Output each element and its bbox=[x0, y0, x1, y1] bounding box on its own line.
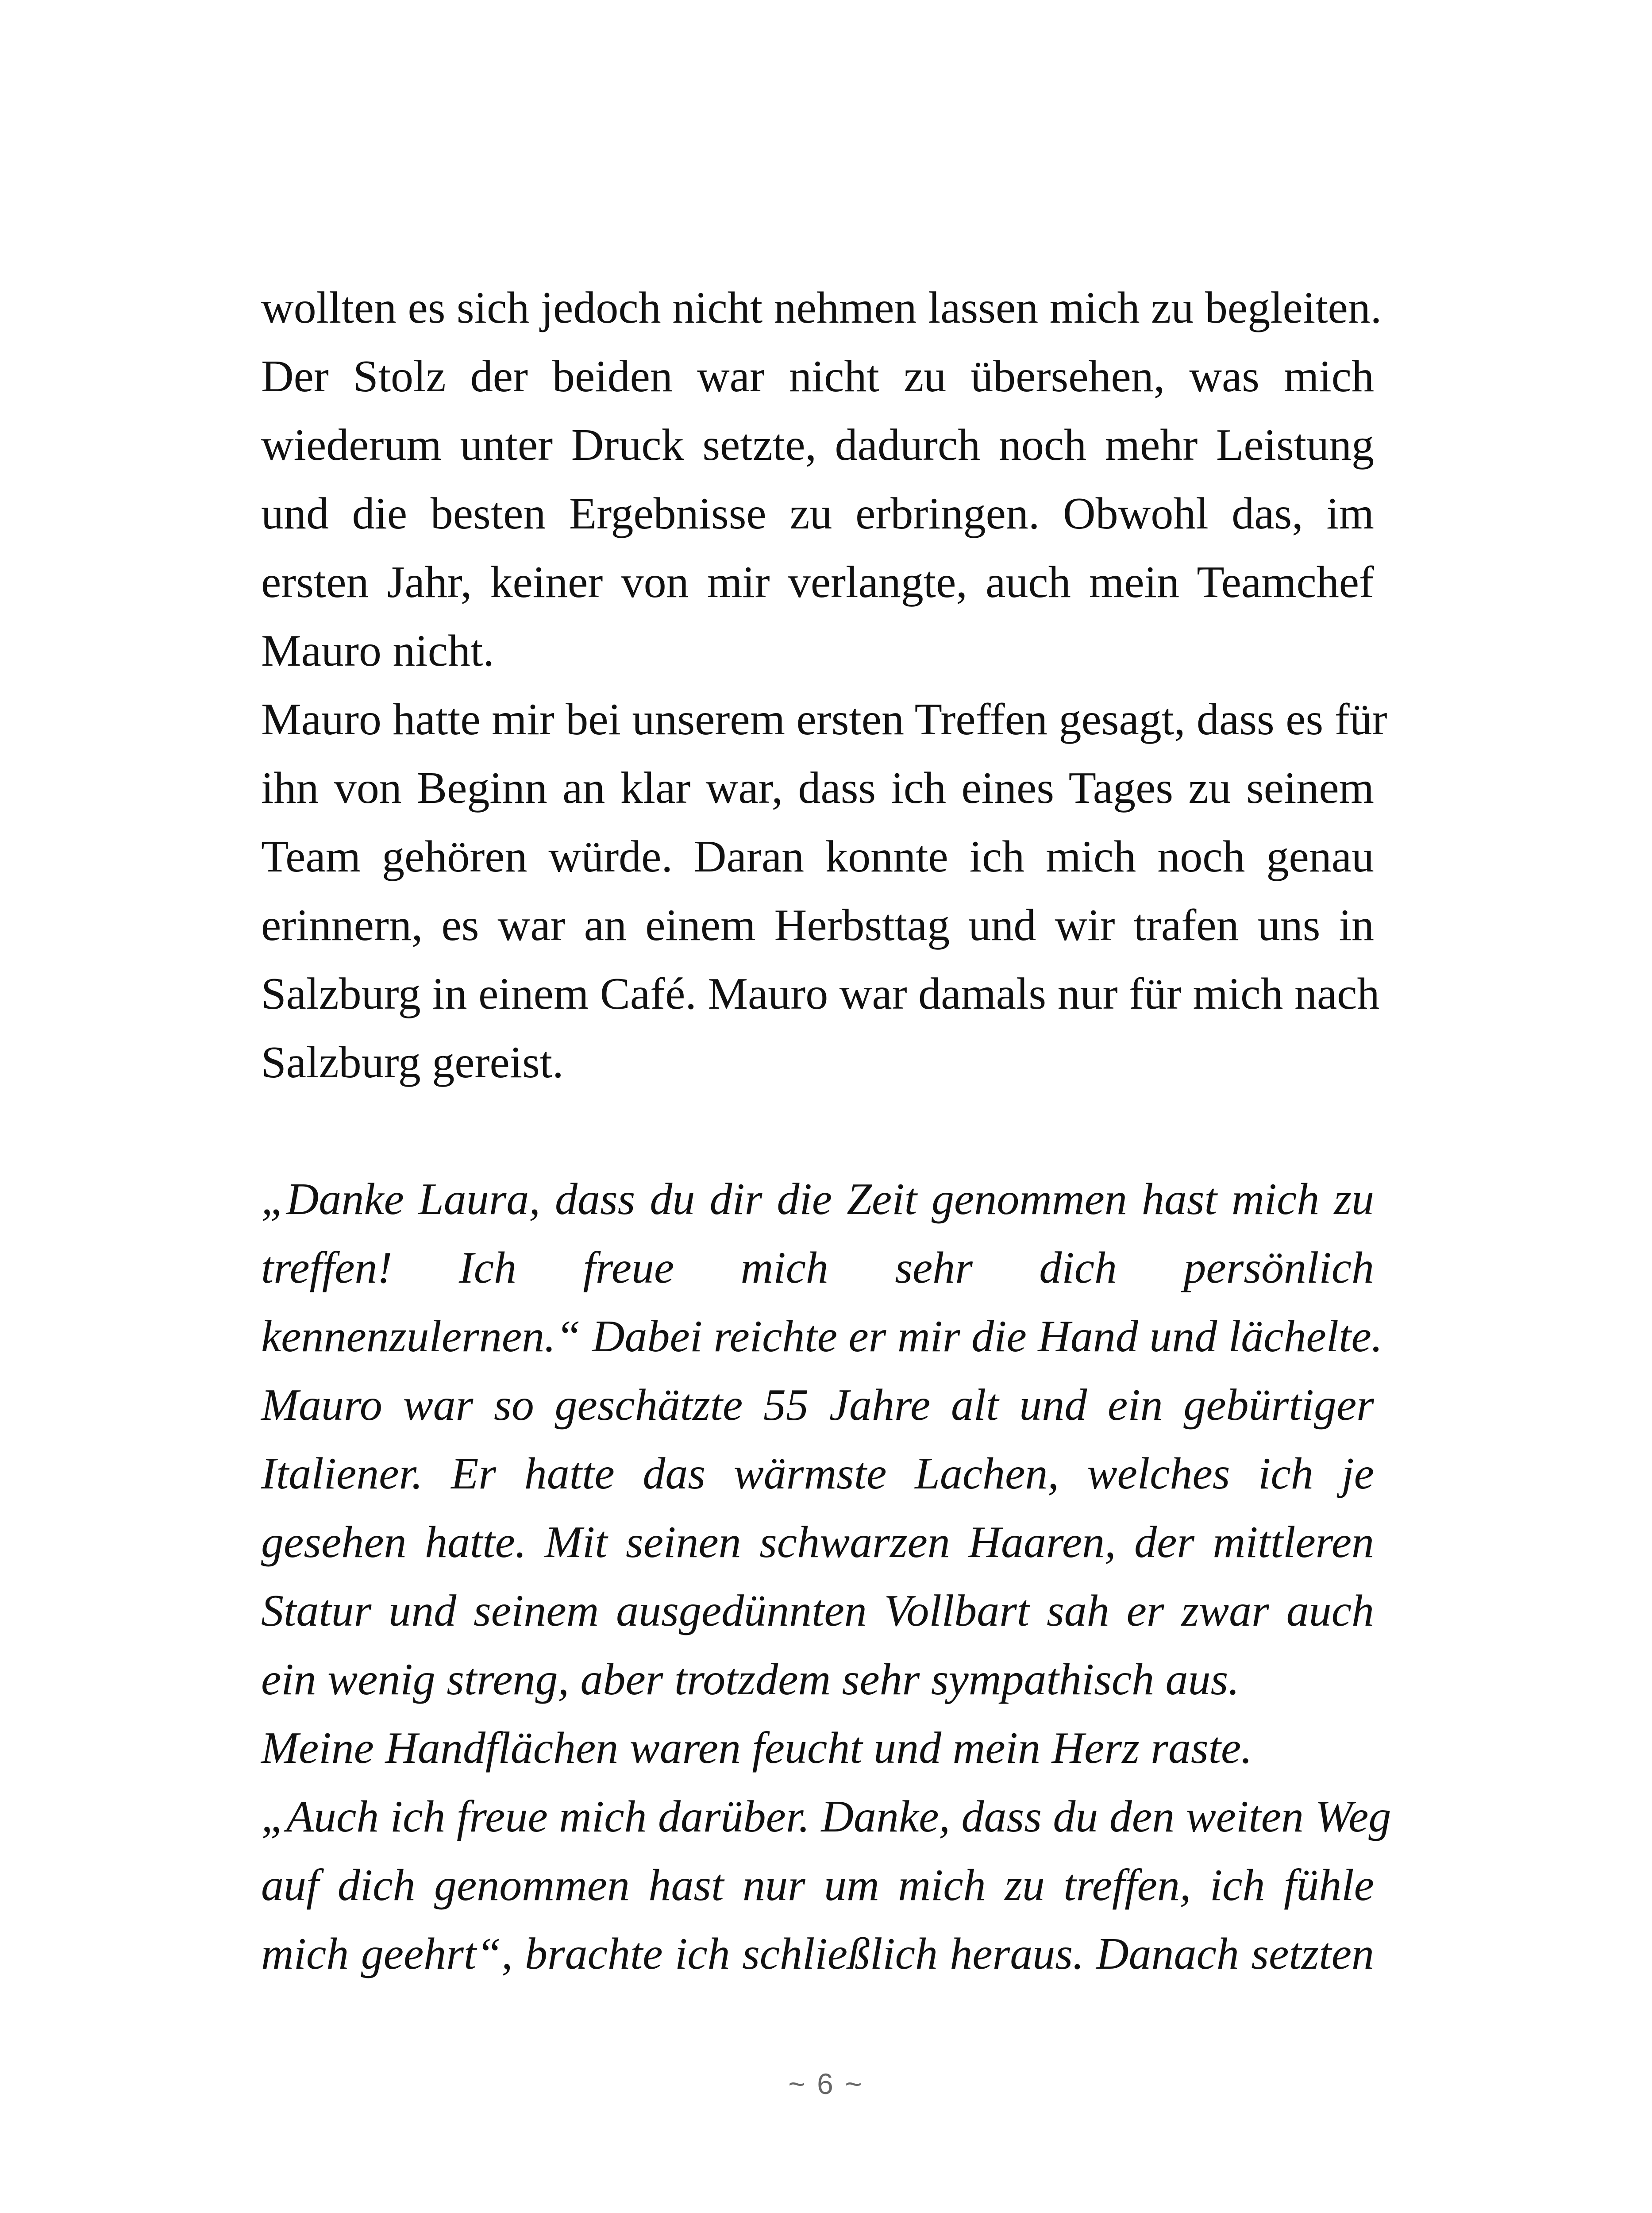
text-line: Statur und seinem ausgedünnten Vollbart sah er zwar auch bbox=[261, 1586, 1374, 1636]
text-line: gesehen hatte. Mit seinen schwarzen Haaren, der mittleren bbox=[261, 1517, 1374, 1567]
text-line: Der Stolz der beiden war nicht zu übersehen, was mich bbox=[261, 351, 1374, 401]
text-line: treffen! Ich freue mich sehr dich persönlich bbox=[261, 1243, 1374, 1293]
text-line: Team gehören würde. Daran konnte ich mich noch genau bbox=[261, 832, 1374, 882]
text-line: und die besten Ergebnisse zu erbringen. Obwohl das, im bbox=[261, 489, 1374, 539]
text-line: auf dich genommen hast nur um mich zu treffen, ich fühle bbox=[261, 1860, 1374, 1910]
text-line: ersten Jahr, keiner von mir verlangte, auch mein Teamchef bbox=[261, 557, 1374, 607]
text-line: erinnern, es war an einem Herbsttag und wir trafen uns in bbox=[261, 900, 1374, 950]
text-line: ihn von Beginn an klar war, dass ich eines Tages zu seinem bbox=[261, 763, 1374, 813]
text-line: wiederum unter Druck setzte, dadurch noch mehr Leistung bbox=[261, 420, 1374, 470]
text-line: „Auch ich freue mich darüber. Danke, dass du den weiten Weg bbox=[261, 1792, 1391, 1842]
text-line: kennenzulernen.“ Dabei reichte er mir die Hand und lächelte. bbox=[261, 1311, 1383, 1361]
text-line: „Danke Laura, dass du dir die Zeit genommen hast mich zu bbox=[261, 1174, 1374, 1224]
text-line: Meine Handflächen waren feucht und mein Herz raste. bbox=[261, 1723, 1252, 1773]
text-line: Mauro hatte mir bei unserem ersten Treffen gesagt, dass es für bbox=[261, 694, 1387, 744]
text-line: Salzburg gereist. bbox=[261, 1037, 564, 1087]
text-line: Salzburg in einem Café. Mauro war damals nur für mich nach bbox=[261, 969, 1380, 1019]
text-line: Italiener. Er hatte das wärmste Lachen, welches ich je bbox=[261, 1449, 1374, 1499]
text-line: Mauro war so geschätzte 55 Jahre alt und ein gebürtiger bbox=[261, 1380, 1374, 1430]
text-line: Mauro nicht. bbox=[261, 626, 494, 676]
text-line: mich geehrt“, brachte ich schließlich heraus. Danach setzten bbox=[261, 1929, 1374, 1979]
text-line: wollten es sich jedoch nicht nehmen lassen mich zu begleiten. bbox=[261, 283, 1382, 333]
narrative-section bbox=[261, 274, 1387, 1097]
dialogue-section bbox=[261, 1165, 1391, 1988]
page-number: ~ 6 ~ bbox=[788, 2067, 864, 2100]
text-line: ein wenig streng, aber trotzdem sehr sympathisch aus. bbox=[261, 1654, 1240, 1704]
